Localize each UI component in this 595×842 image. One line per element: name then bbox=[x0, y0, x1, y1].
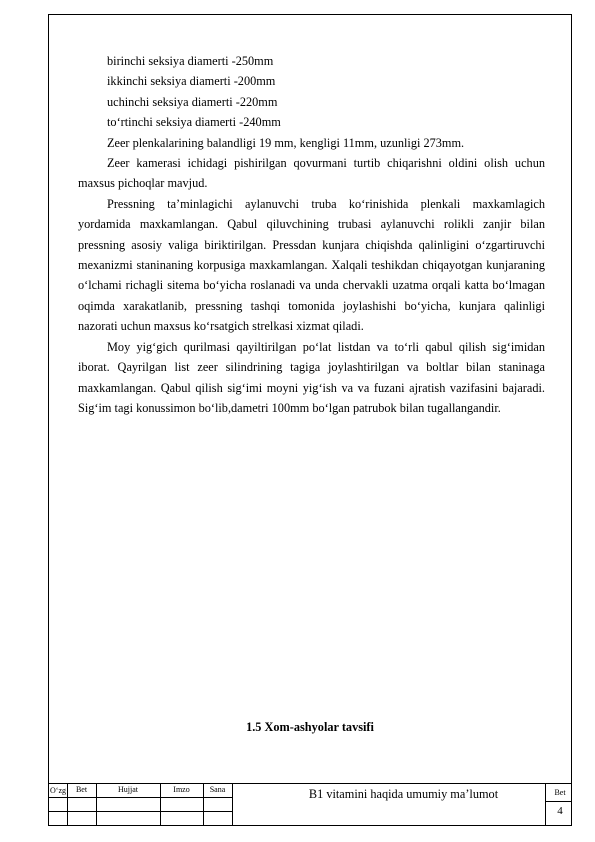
title-block bbox=[48, 783, 572, 826]
title-block-line bbox=[48, 797, 232, 798]
page-number: 4 bbox=[557, 805, 563, 817]
title-block-line bbox=[545, 801, 572, 802]
label-hujjat: Hujjat bbox=[118, 785, 138, 794]
paragraph: to‘rtinchi seksiya diamerti -240mm bbox=[107, 115, 281, 130]
title-block-line bbox=[545, 783, 546, 826]
label-ozg: O‘zg bbox=[50, 786, 66, 795]
page-label: Bet bbox=[554, 788, 566, 797]
document-title: B1 vitamini haqida umumiy ma’lumot bbox=[308, 787, 499, 801]
paragraph: Zeer plenkalarining balandligi 19 mm, kengligi 11mm, uzunligi 273mm. bbox=[107, 135, 465, 150]
title-block-line bbox=[232, 783, 233, 826]
paragraph: Pressning ta’minlagichi aylanuvchi truba ko‘rinishida plenkali maxkamlagich yordamida maxkamlangan. Qabul qiluvchining trubasi aylanuvchi rolikli zanjir bilan pressning asosiy valiga biriktirilgan. Pressdan kunjara chiqishda qalinligini o‘zgartiruvchi mexanizmi staninaning korpusiga maxkamlangan. Xalqali teshikdan chiqayotgan kunjaraning o‘lchami richagli sitema bo‘yicha roslanadi va unda chervakli uzatma orqali katta bo‘lmagan oqimda xarakatlanib, pressning tashqi tomonida joylashishi bo‘yicha, kunjara qalinligi nazorati uchun maxsus ko‘rsatgich strelkasi xizmat qiladi. bbox=[78, 196, 545, 334]
section-heading: 1.5 Xom-ashyolar tavsifi bbox=[246, 720, 374, 734]
label-bet: Bet bbox=[75, 785, 88, 794]
label-sana: Sana bbox=[209, 785, 226, 794]
paragraph: Zeer kamerasi ichidagi pishirilgan qovurmani turtib chiqarishni oldini olish uchun maxsus pichoqlar mavjud. bbox=[78, 156, 545, 191]
body-text bbox=[78, 51, 545, 418]
paragraph: uchinchi seksiya diamerti -220mm bbox=[107, 94, 278, 109]
paragraph: Moy yig‘gich qurilmasi qayiltirilgan po‘lat listdan va to‘rli qabul qilish sig‘imidan iborat. Qayrilgan list zeer silindrining tagiga joylashtirilgan va boltlar bilan staninaga maxkamlangan. Qabul qilish sig‘imi moyni yig‘ish va va fuzani ajratish vazifasini bajaradi. Sig‘im tagi konussimon bo‘lib,dametri 100mm bo‘lgan patrubok bilan tugallangandir. bbox=[78, 339, 545, 415]
label-imzo: Imzo bbox=[173, 785, 190, 794]
title-block-line bbox=[48, 811, 232, 812]
paragraph: ikkinchi seksiya diamerti -200mm bbox=[107, 74, 276, 89]
paragraph: birinchi seksiya diamerti -250mm bbox=[107, 54, 274, 68]
